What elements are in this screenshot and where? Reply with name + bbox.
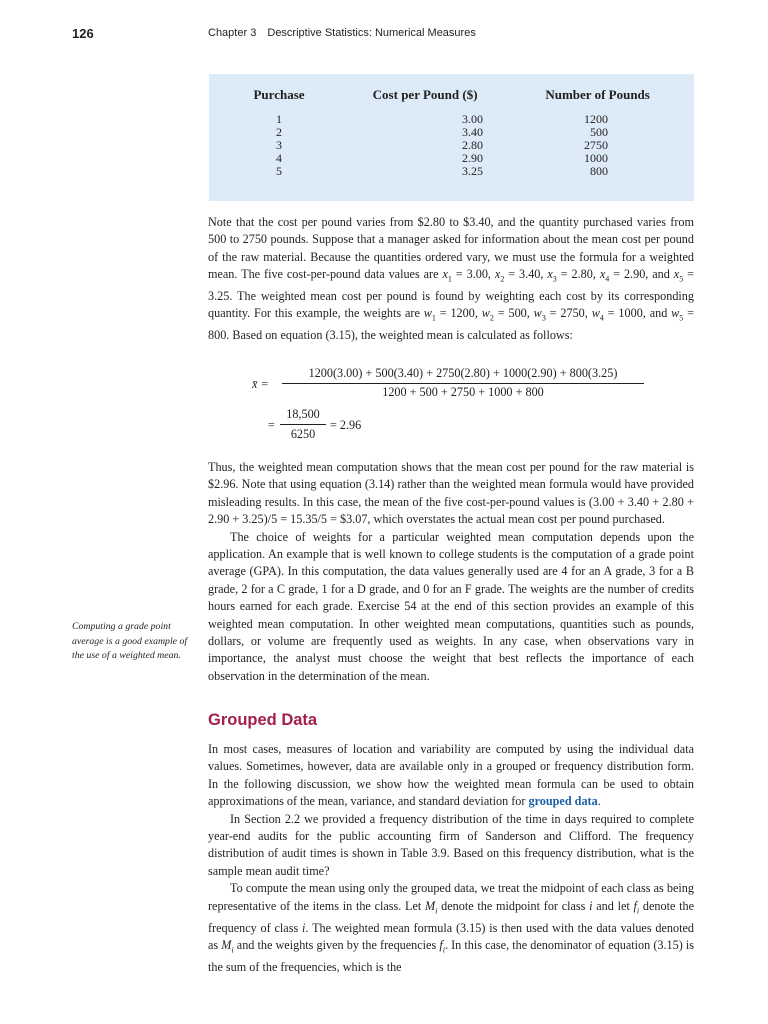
- page-header: [0, 26, 768, 42]
- table-cell: 2750: [584, 138, 608, 152]
- table-cell: 1200: [584, 112, 608, 126]
- table-cell: 3.00: [462, 112, 484, 126]
- table-cell: 2: [276, 125, 282, 139]
- table-cell: 3.25: [462, 164, 484, 178]
- table-cell: 3.40: [462, 125, 484, 139]
- fraction-bar: [280, 424, 326, 425]
- page-number: 126: [72, 26, 94, 41]
- paragraph-weighted-computation: Thus, the weighted mean computation shows that the mean cost per pound for the raw material is $2.96. Note that using equation (3.14) rather than the weighted mean formula would have provided misleading results. In this case, the mean of the five cost-per-pound values is (3.00 + 3.40 + 2.80 + 2.90 + 3.25)/5 = 15.35/5 = $3.07, which overstates the actual mean cost per pound purchased. The choice of weights for a particular weighted mean computation depends upon the application. An example that is well known to college students is the computation of a grade point average (GPA). In this computation, the data values generally used are 4 for an A grade, 3 for a B grade, 2 for a C grade, 1 for a D grade, and 0 for an F grade. The weights are the number of credits hours earned for each grade. Exercise 54 at the end of this section provides an example of this weighted mean computation. In other weighted mean computations, quantities such as pounds, dollars, or volume are frequently used as weights. In any case, when observations vary in importance, the analyst must choose the weight that best reflects the importance of each observation in the determination of the mean.: [208, 460, 694, 683]
- table-cell: 1: [276, 112, 282, 126]
- chapter-label: Chapter 3: [208, 27, 257, 39]
- purchase-table-box: [209, 74, 694, 201]
- table-cell: 500: [590, 125, 608, 139]
- result-denominator: 6250: [290, 427, 316, 441]
- weighted-mean-result: [264, 406, 464, 446]
- running-head: [208, 27, 476, 39]
- table-cell: 2.80: [462, 138, 484, 152]
- table-cell: 1000: [584, 151, 608, 165]
- paragraph-grouped-data: In most cases, measures of location and variability are computed by using the individual data values. Sometimes, however, data are available only in a grouped or frequency distribution form. In the following discussion, we show how the weighted mean formula can be used to obtain approximations of the mean, variance, and standard deviation for grouped data. In Section 2.2 we provided a frequency distribution of the time in days required to complete year-end audits for the public accounting firm of Sanderson and Clifford. The frequency distribution of audit times is shown in Table 3.9. Based on this frequency distribution, what is the sample mean audit time? To compute the mean using only the grouped data, we treat the midpoint of each class as being representative of the items in the class. Let $M_i$ denote the midpoint for class i and let $f_i$ denote the frequency of class i. The weighted mean formula (3.15) is then used with the data values denoted as $M_i$ and the weights given by the frequencies $f_i$. In this case, the denominator of equation (3.15) is the sum of the frequencies, which is the: [208, 742, 695, 974]
- margin-note: Computing a grade point average is a good example of the use of a weighted mean.: [72, 621, 188, 662]
- table-cell: 3: [276, 138, 282, 152]
- table-cell: 5: [276, 164, 282, 178]
- table-cell: 2.90: [462, 151, 484, 165]
- weighted-mean-equation: [252, 366, 702, 406]
- header-number-of-pounds: Number of Pounds: [545, 87, 650, 102]
- header-purchase: Purchase: [253, 87, 305, 102]
- result-numerator: 18,500: [286, 407, 320, 421]
- equation-lhs: x̄ =: [252, 377, 269, 391]
- chapter-title: Descriptive Statistics: Numerical Measures: [267, 27, 476, 39]
- section-title: Grouped Data: [208, 711, 318, 729]
- equation-equals: =: [268, 418, 275, 432]
- keyterm-grouped-data: grouped data: [528, 794, 598, 809]
- fraction-bar: [282, 383, 644, 384]
- equation-numerator: 1200(3.00) + 500(3.40) + 2750(2.80) + 1000(2.90) + 800(3.25): [308, 366, 618, 380]
- table-row: [209, 165, 694, 178]
- equation-denominator: 1200 + 500 + 2750 + 1000 + 800: [382, 385, 544, 399]
- table-cell: 800: [590, 164, 608, 178]
- purchase-table: [209, 87, 694, 178]
- table-cell: 4: [276, 151, 282, 165]
- header-cost-per-pound: Cost per Pound ($): [372, 87, 478, 102]
- result-value: = 2.96: [330, 418, 362, 432]
- paragraph-weights-intro: Note that the cost per pound varies from $2.80 to $3.40, and the quantity purchased varies from 500 to 2750 pounds. Suppose that a manager asked for information about the mean cost per pound of the raw material. Because the quantities ordered vary, we must use the formula for a weighted mean. The five cost-per-pound data values are $x_1 = 3.00$, $x_2 = 3.40$, $x_3 = 2.80$, $x_4 = 2.90$, and $x_5 = 3.25$. The weighted mean cost per pound is found by weighting each cost by its corresponding quantity. For this example, the weights are $w_1 = 1200$, $w_2 = 500$, $w_3 = 2750$, $w_4 = 1000$, and $w_5 = 800$. Based on equation (3.15), the weighted mean is calculated as follows:: [208, 215, 695, 343]
